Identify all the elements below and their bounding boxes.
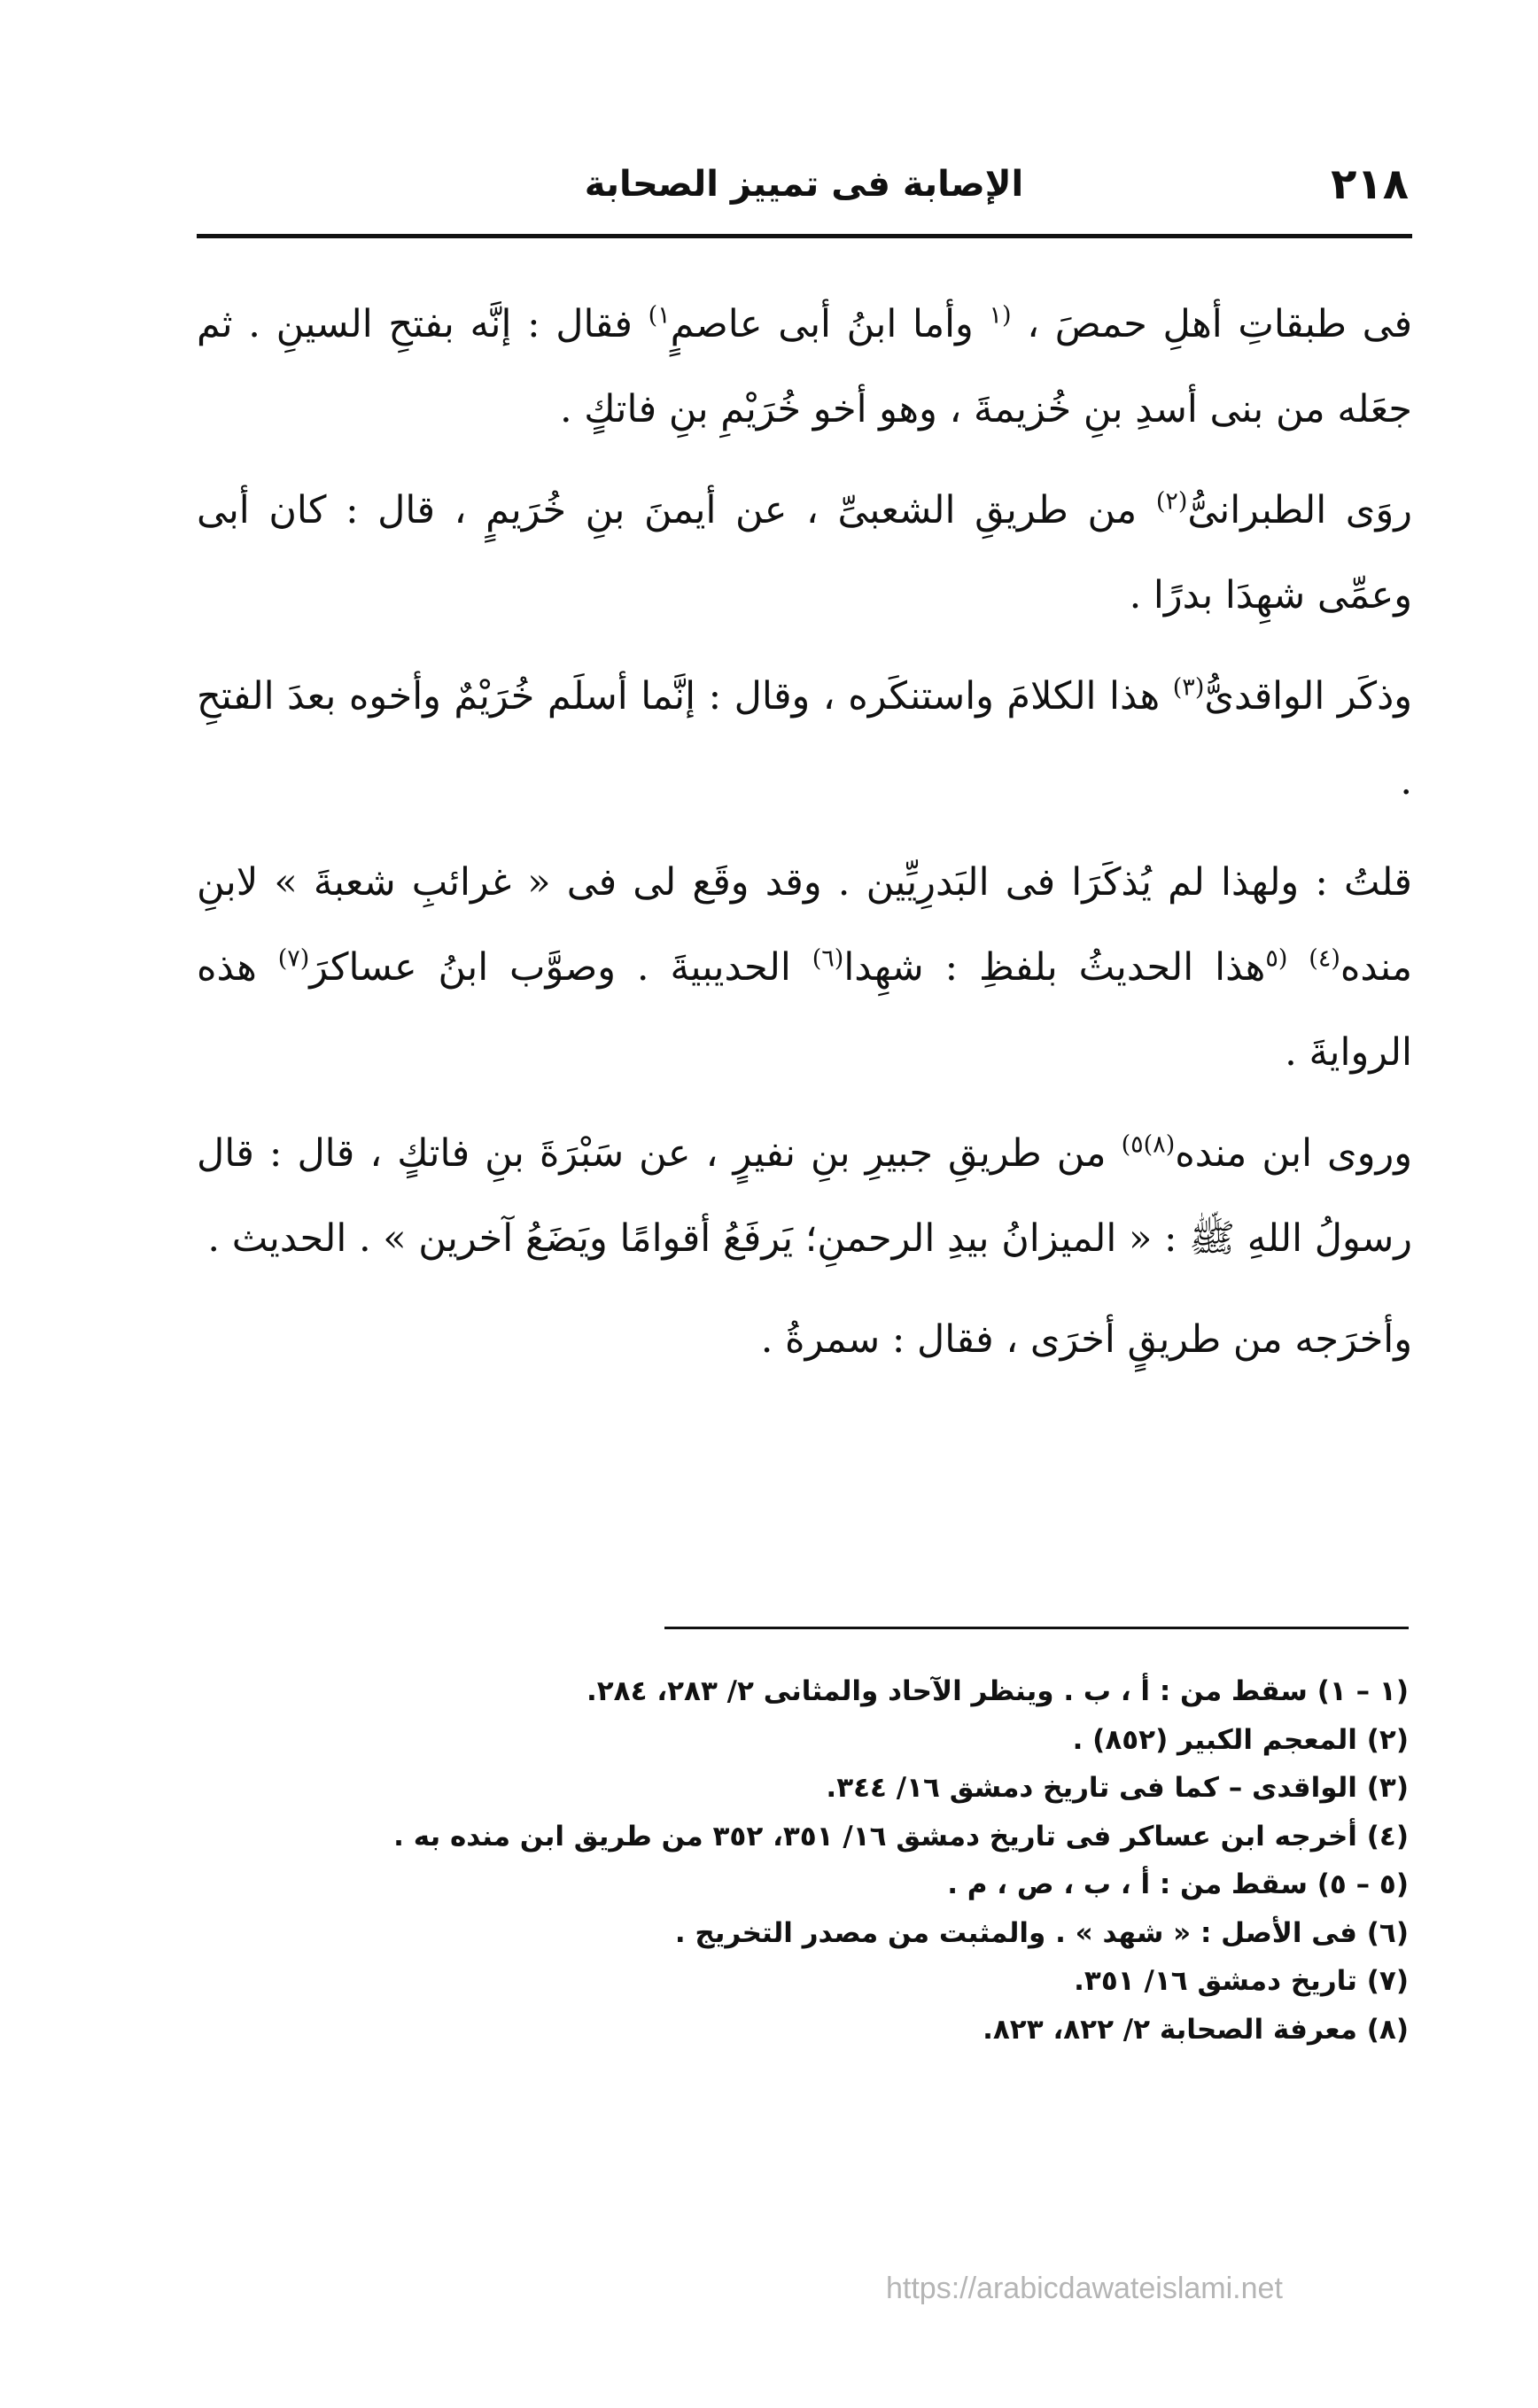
footnote-marker: (٥: [1265, 944, 1288, 973]
paragraph: [197, 1111, 1412, 1281]
paragraph: [197, 654, 1412, 824]
footnote-6: (٦) فى الأصل : « شهد » . والمثبت من مصدر التخريج .: [674, 1916, 1409, 1949]
paragraph-text: وروى ابن منده: [1175, 1131, 1412, 1176]
paragraph-text: الحديبيةَ . وصوَّب ابنُ عساكرَ: [309, 945, 812, 990]
paragraph-text: وذكَر الواقدىُّ: [1204, 674, 1412, 719]
footnote-2: (٢) المعجم الكبير (٨٥٢) .: [1072, 1723, 1409, 1756]
footnote-3: (٣) الواقدى – كما فى تاريخ دمشق ١٦/ ٣٤٤.: [826, 1772, 1409, 1804]
paragraph-text: من طريقِ جبيرِ بنِ نفيرٍ ، عن سَبْرَةَ بنِ فاتكٍ ، قال : قال رسولُ اللهِ ﷺ : « الميزانُ بيدِ الرحمنِ؛ يَرفَعُ أقوامًا ويَضَعُ آخرين » . الحديث .: [197, 1131, 1412, 1261]
paragraph-text: هذا الكلامَ واستنكَره ، وقال : إنَّما أسلَم خُرَيْمٌ وأخوه بعدَ الفتحِ .: [197, 674, 1412, 804]
paragraph-text: فى طبقاتِ أهلِ حمصَ ،: [1011, 302, 1412, 346]
paragraph-text: هذه الروايةَ .: [197, 945, 1412, 1075]
paragraph: [197, 840, 1412, 1095]
footnote-marker: (٢): [1155, 487, 1188, 516]
footnotes: [266, 1667, 1409, 2054]
paragraph-text: وأخرَجه من طريقٍ أخرَى ، فقال : سمرةُ .: [760, 1317, 1412, 1362]
paragraph-text: قلتُ : ولهذا لم يُذكَرَا فى البَدرِيِّين . وقد وقَع لى فى « غرائبِ شعبةَ » لابنِ منده: [197, 860, 1413, 990]
page-header: [199, 158, 1409, 223]
paragraph: [197, 282, 1412, 452]
paragraph-text: روَى الطبرانىُّ: [1187, 488, 1412, 532]
footnote-7: (٧) تاريخ دمشق ١٦/ ٣٥١.: [1074, 1965, 1409, 1997]
footnote-marker: (٤): [1309, 944, 1340, 973]
footnote-marker: (٧): [277, 944, 310, 973]
footnote-marker: ١): [648, 301, 671, 330]
footnote-1-1: (١ – ١) سقط من : أ ، ب . وينظر الآحاد والمثانى ٢/ ٢٨٣، ٢٨٤.: [586, 1675, 1409, 1707]
footnote-marker: (٣): [1172, 673, 1205, 702]
header-rule: [197, 234, 1412, 238]
paragraph-text: وأما ابنُ أبى عاصمٍ: [670, 302, 990, 346]
footnote-marker: (٦): [812, 944, 844, 973]
footnote-marker: (١: [989, 301, 1012, 330]
paragraph-text: هذا الحديثُ بلفظِ : شهِدا: [843, 945, 1266, 990]
page-number: ٢١٨: [1331, 159, 1409, 209]
footnote-4: (٤) أخرجه ابن عساكر فى تاريخ دمشق ١٦/ ٣٥١، ٣٥٢ من طريق ابن منده به .: [393, 1820, 1409, 1853]
running-title: الإصابة فى تمييز الصحابة: [584, 164, 1024, 205]
footnote-separator: [664, 1627, 1409, 1629]
paragraph-text: [1287, 945, 1309, 990]
footnote-8: (٨) معرفة الصحابة ٢/ ٨٢٢، ٨٢٣.: [983, 2013, 1409, 2046]
footnote-marker: (٨)٥): [1121, 1130, 1176, 1159]
watermark-url: https://arabicdawateislami.net: [886, 2272, 1283, 2305]
main-text: [197, 282, 1412, 1398]
paragraph-text: من طريقِ الشعبىِّ ، عن أيمنَ بنِ خُرَيمٍ ، قال : كان أبى وعمِّى شهِدَا بدرًا .: [197, 488, 1412, 618]
paragraph: [197, 1297, 1412, 1382]
footnote-5-5: (٥ – ٥) سقط من : أ ، ب ، ص ، م .: [947, 1868, 1409, 1900]
paragraph: [197, 468, 1412, 638]
paragraph-text: فقال : إنَّه بفتحِ السينِ . ثم جعَله من بنى أسدِ بنِ خُزيمةَ ، وهو أخو خُرَيْمِ بنِ فاتكٍ .: [197, 302, 1412, 431]
